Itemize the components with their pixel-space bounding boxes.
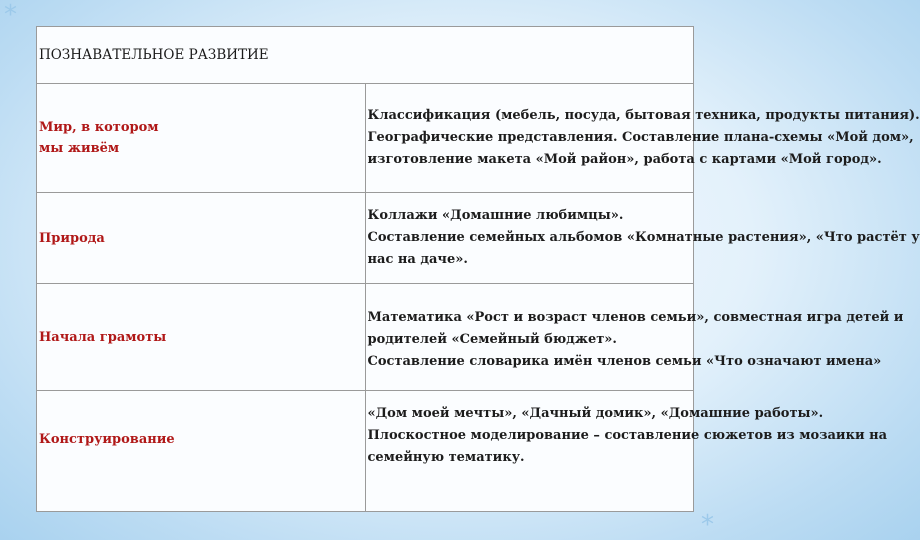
row-description [365,84,920,193]
description-line: Составление семейных альбомов «Комнатные растения», «Что растёт у [367,230,920,245]
category-line: Природа [39,230,105,246]
description-line: Классификация (мебель, посуда, бытовая техника, продукты питания). [367,108,920,123]
description-line: родителей «Семейный бюджет». [367,332,617,347]
row-description [365,284,904,391]
table-row [37,193,694,284]
row-category [37,84,366,193]
row-category [37,391,366,512]
corner-star-top-left: * [4,0,17,30]
content-table [36,26,920,512]
description-line: Плоскостное моделирование – составление сюжетов из мозаики на [367,428,888,443]
row-category [37,193,366,284]
description-line: Математика «Рост и возраст членов семьи», совместная игра детей и [367,310,904,325]
description-line: Географические представления. Составление плана-схемы «Мой дом», [367,130,914,145]
table-row [37,84,694,193]
row-category [37,284,366,391]
description-line: Составление словарика имён членов семьи «Что означают имена» [367,354,882,369]
description-line: изготовление макета «Мой район», работа с картами «Мой город». [367,152,882,167]
description-line: нас на даче». [367,252,468,267]
category-line: Мир, в котором [39,120,159,135]
row-description [365,193,920,284]
table-row [37,284,694,391]
header-row [37,27,694,84]
category-line: Конструирование [39,432,175,447]
category-line: мы живём [39,141,120,156]
table-title: ПОЗНАВАТЕЛЬНОЕ РАЗВИТИЕ [37,27,694,84]
table-row [37,391,694,512]
category-line: Начала грамоты [39,329,167,345]
corner-star-bottom-right: * [701,510,714,540]
description-line: «Дом моей мечты», «Дачный домик», «Домашние работы». [367,406,824,421]
description-line: семейную тематику. [367,450,525,465]
row-description [365,391,888,512]
description-line: Коллажи «Домашние любимцы». [367,208,624,223]
